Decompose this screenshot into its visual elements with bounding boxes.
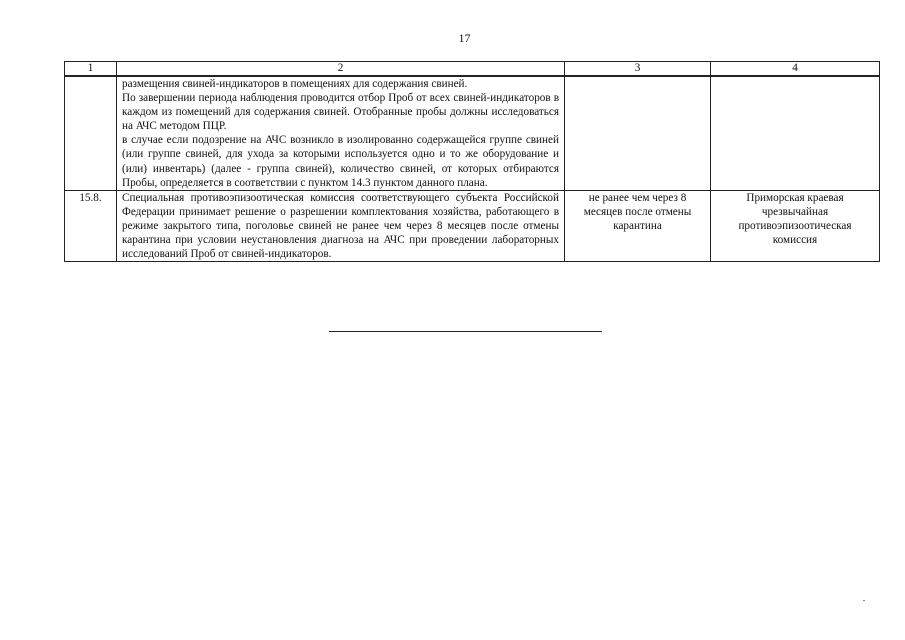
measure-paragraph: в случае если подозрение на АЧС возникло в изолированно содержащейся группе свиней (или группе свиней, для ухода за которыми используется одно и то же оборудование и (или) инвентарь) (далее - группа свиней), количество свиней, от которых отбираются Пробы, определяется в соответствии с пунктом 14.3 пунктом данного плана. [122, 134, 559, 189]
row-number [65, 76, 117, 190]
scan-speck [863, 600, 865, 601]
header-cell-1: 1 [65, 62, 117, 77]
end-rule [329, 331, 602, 332]
page-number: 17 [458, 31, 471, 45]
measure-paragraph: По завершении периода наблюдения проводится отбор Проб от всех свиней-индикаторов в каждом из помещений для содержания свиней. Отобранные пробы должны исследоваться на АЧС методом ПЦР. [122, 92, 559, 133]
measure-text [117, 190, 565, 261]
plan-table [64, 61, 880, 262]
deadline-cell [565, 76, 711, 190]
measure-paragraph: размещения свиней-индикаторов в помещениях для содержания свиней. [122, 78, 468, 90]
responsible-cell [711, 76, 880, 190]
table-row [65, 76, 880, 190]
header-cell-2: 2 [117, 62, 565, 77]
responsible-cell: Приморская краевая чрезвычайная противоэпизоотическая комиссия [711, 190, 880, 261]
table-row [65, 190, 880, 261]
table-header-row [65, 62, 880, 77]
measure-paragraph: Специальная противоэпизоотическая комиссия соответствующего субъекта Российской Федерации принимает решение о разрешении комплектования хозяйства, работающего в режиме закрытого типа, поголовье свиней не ранее чем через 8 месяцев после отмены карантина при условии неустановления диагноза на АЧС при проведении лабораторных исследований Проб от свиней-индикаторов. [122, 191, 559, 261]
deadline-cell: не ранее чем через 8 месяцев после отмены карантина [565, 190, 711, 261]
measure-text [117, 76, 565, 190]
header-cell-4: 4 [711, 62, 880, 77]
header-cell-3: 3 [565, 62, 711, 77]
row-number: 15.8. [65, 190, 117, 261]
